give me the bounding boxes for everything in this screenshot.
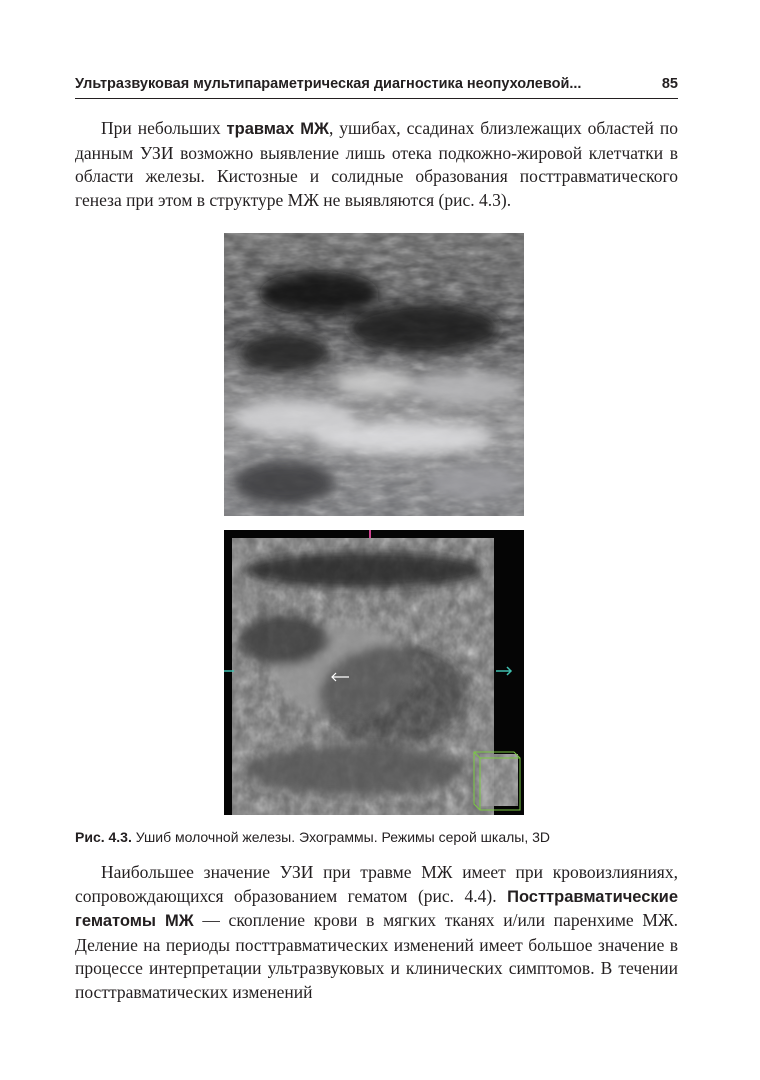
- figure-caption-text: Ушиб молочной железы. Эхограммы. Режимы серой шкалы, 3D: [131, 829, 551, 845]
- figure-caption: [75, 829, 678, 845]
- paragraph-hematoma: [75, 861, 678, 1004]
- paragraph-2-pre: Наибольшее значение УЗИ при травме МЖ имеет при кровоизлияниях, сопровождающихся образованием гематом (рис. 4.4).: [75, 862, 678, 906]
- paragraph-2-post: — скопление крови в мягких тканях и/или паренхиме МЖ. Деление на периоды посттравматических изменений имеет большое значение в процессе интерпретации ультразвуковых и клинических симптомов. В течении посттравматических изменений: [75, 910, 678, 1002]
- figure-caption-label: Рис. 4.3.: [75, 829, 132, 845]
- paragraph-1-bold-term: травмах МЖ: [226, 120, 329, 138]
- echogram-grayscale: [224, 233, 524, 516]
- page-number: 85: [661, 76, 678, 92]
- paragraph-1-pre: При небольших: [101, 118, 227, 138]
- paragraph-2-bold-term: Посттравматические гематомы МЖ: [75, 887, 678, 930]
- echogram-3d: [224, 530, 524, 815]
- running-head: [75, 76, 678, 99]
- orientation-cube-icon: [474, 752, 520, 810]
- paragraph-1-post: , ушибах, ссадинах близлежащих областей по данным УЗИ возможно выявление лишь отека подкожно-жировой клетчатки в области железы. Кистозные и солидные образования посттравматического генеза при этом в структуре МЖ не выявляются (рис. 4.3).: [75, 118, 678, 210]
- echogram-3d-image: [224, 530, 524, 815]
- echogram-grayscale-image: [224, 233, 524, 516]
- paragraph-trauma: [75, 117, 678, 212]
- running-head-title: Ультразвуковая мультипараметрическая диагностика неопухолевой...: [75, 76, 582, 92]
